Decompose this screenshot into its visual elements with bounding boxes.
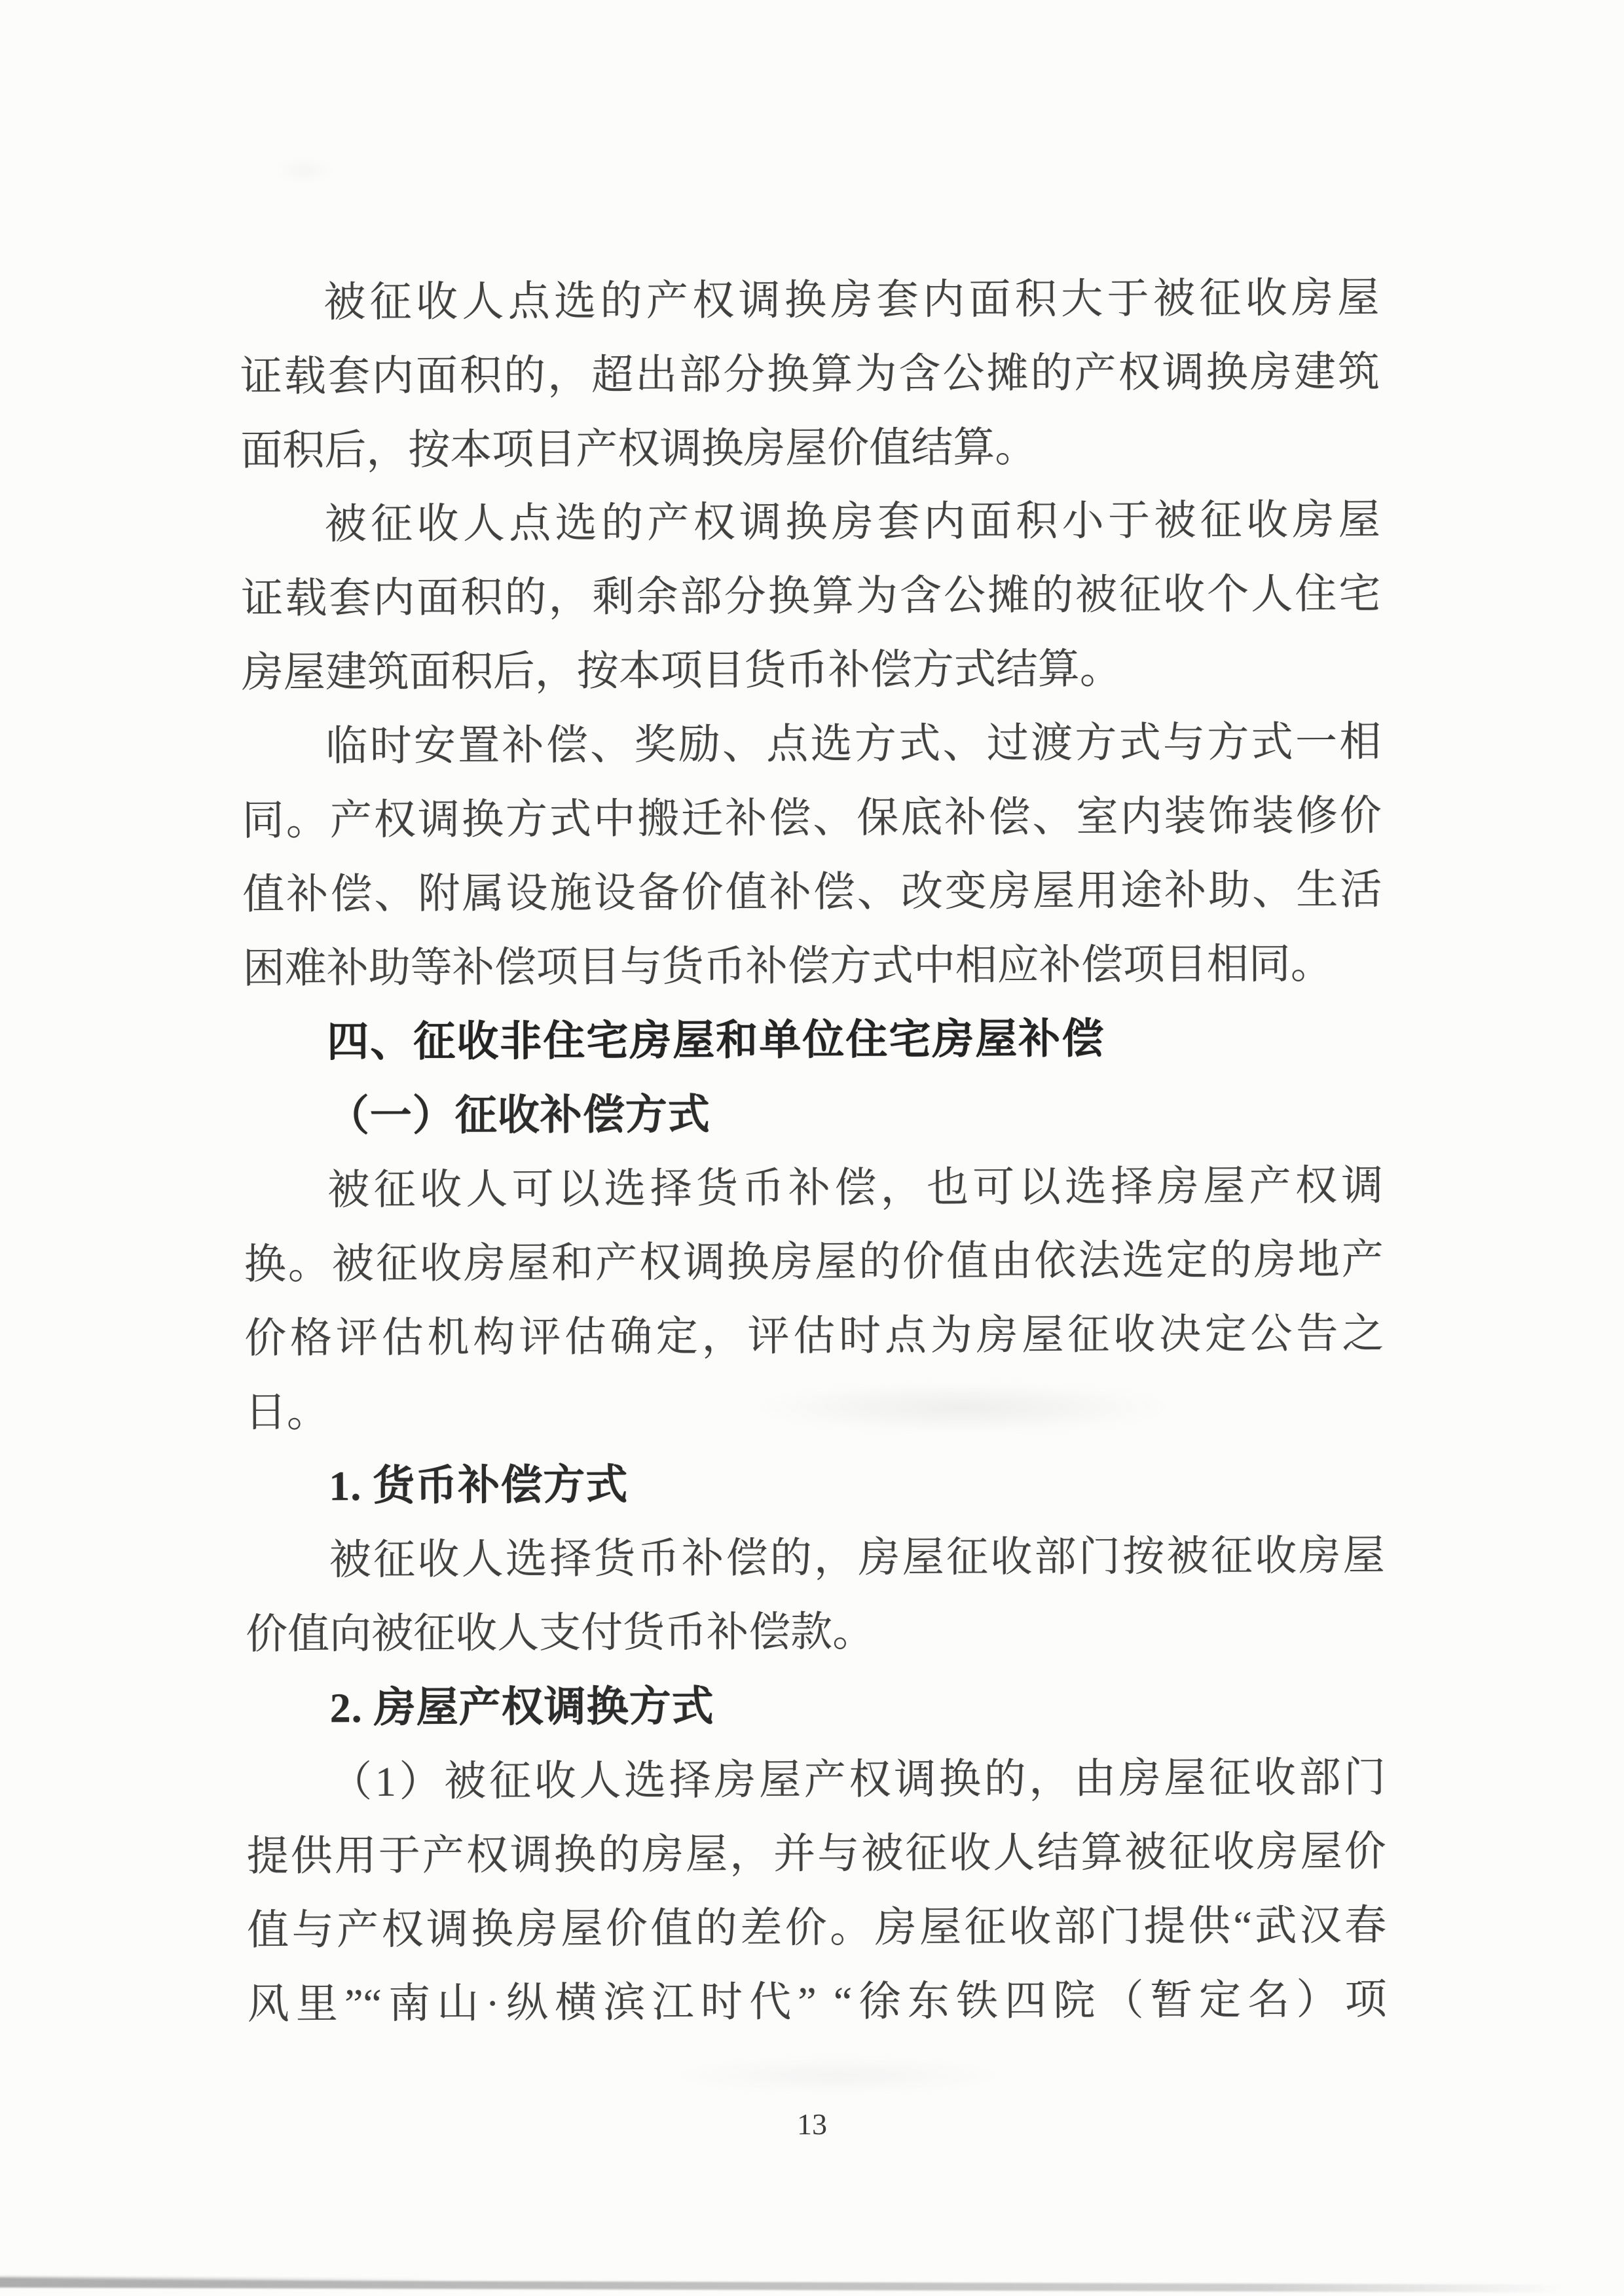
- text-line: 价值向被征收人支付货币补偿款。: [246, 1608, 875, 1658]
- text-line: 被征收人点选的产权调换房套内面积小于被征收房屋: [324, 496, 1380, 548]
- text-line: 被征收人可以选择货币补偿，也可以选择房屋产权调: [327, 1162, 1384, 1214]
- text-line: 值补偿、附属设施设备价值补偿、改变房屋用途补助、生活: [242, 866, 1382, 918]
- ink-bleed-mark: [275, 157, 334, 183]
- text-line: 值与产权调换房屋价值的差价。房屋征收部门提供“武汉春: [247, 1902, 1387, 1954]
- numbered-heading: 1. 货币补偿方式: [329, 1461, 629, 1510]
- text-line: 同。产权调换方式中搬迁补偿、保底补偿、室内装饰装修价: [242, 792, 1382, 844]
- text-line: 价格评估机构评估确定，评估时点为房屋征收决定公告之: [244, 1310, 1384, 1362]
- ink-bleed-mark: [668, 2056, 1008, 2095]
- document-text-block: [240, 261, 1387, 2041]
- text-line: 临时安置补偿、奖励、点选方式、过渡方式与方式一相: [325, 718, 1382, 770]
- scan-edge-line: [0, 2280, 1578, 2293]
- text-line: 被征收人选择货币补偿的，房屋征收部门按被征收房屋: [329, 1532, 1385, 1584]
- text-line: 提供用于产权调换的房屋，并与被征收人结算被征收房屋价: [246, 1828, 1386, 1880]
- text-line: 风里”“南山·纵横滨江时代” “徐东铁四院（暂定名）项: [247, 1976, 1387, 2028]
- text-line: 证载套内面积的，剩余部分换算为含公摊的被征收个人住宅: [241, 570, 1381, 622]
- text-line: 换。被征收房屋和产权调换房屋的价值由依法选定的房地产: [244, 1236, 1384, 1288]
- subsection-heading: （一）征收补偿方式: [327, 1091, 710, 1140]
- page-number: 13: [797, 2107, 827, 2141]
- text-line: 困难补助等补偿项目与货币补偿方式中相应补偿项目相同。: [242, 940, 1333, 992]
- text-line: 被征收人点选的产权调换房套内面积大于被征收房屋: [323, 274, 1380, 326]
- text-line: （1）被征收人选择房屋产权调换的，由房屋征收部门: [330, 1754, 1386, 1806]
- text-line: 证载套内面积的，超出部分换算为含公摊的产权调换房建筑: [240, 348, 1380, 400]
- ink-bleed-mark: [753, 1381, 1172, 1434]
- text-line: 房屋建筑面积后，按本项目货币补偿方式结算。: [241, 645, 1122, 696]
- section-heading: 四、征收非住宅房屋和单位住宅房屋补偿: [327, 1015, 1105, 1066]
- text-line: 面积后，按本项目产权调换房屋价值结算。: [240, 424, 1037, 474]
- text-line: 日。: [244, 1389, 329, 1436]
- numbered-heading: 2. 房屋产权调换方式: [329, 1683, 714, 1732]
